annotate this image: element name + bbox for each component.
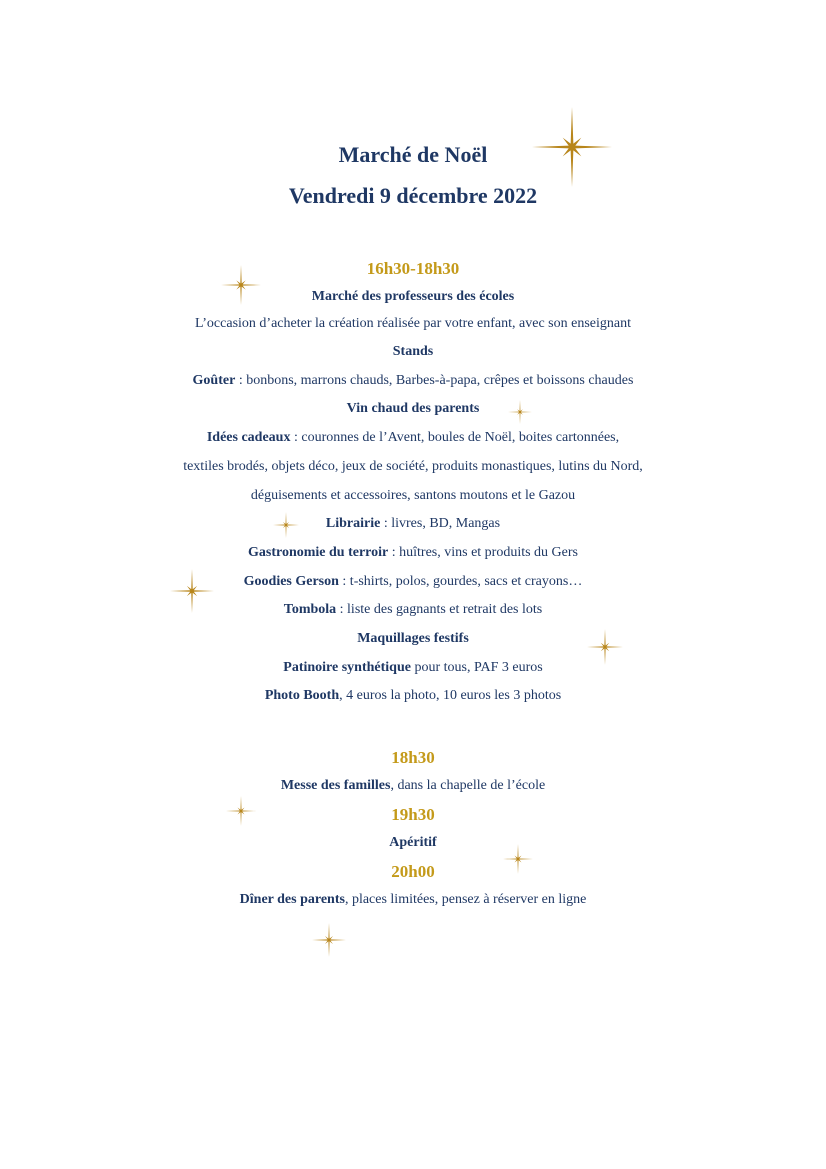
time-slot-afternoon: 16h30-18h30 [366, 259, 460, 278]
program-item: Idées cadeaux : couronnes de l’Avent, boules de Noël, boites cartonnées, [206, 430, 620, 445]
sparkle-star-icon [587, 629, 623, 665]
program-item: Marché des professeurs des écoles [311, 289, 515, 304]
sparkle-star-icon [532, 107, 612, 187]
sparkle-star-icon [503, 844, 533, 874]
program-item: Messe des familles, dans la chapelle de l’école [280, 778, 546, 793]
page-title: Marché de Noël [338, 142, 488, 167]
program-item: Patinoire synthétique pour tous, PAF 3 euros [283, 660, 543, 675]
program-item: déguisements et accessoires, santons moutons et le Gazou [250, 488, 576, 503]
program-item: L’occasion d’acheter la création réalisée par votre enfant, avec son enseignant [195, 316, 631, 331]
program-item: Vin chaud des parents [346, 401, 480, 416]
event-date: Vendredi 9 décembre 2022 [288, 183, 538, 208]
program-item: Stands [392, 344, 434, 359]
program-item: Apéritif [389, 835, 437, 850]
sparkle-star-icon [508, 400, 532, 424]
program-item: Goodies Gerson : t-shirts, polos, gourdes, sacs et crayons… [243, 574, 583, 589]
program-item: Dîner des parents, places limitées, pensez à réserver en ligne [239, 892, 587, 907]
program-item: textiles brodés, objets déco, jeux de société, produits monastiques, lutins du Nord, [183, 459, 643, 474]
time-slot-mass: 18h30 [391, 748, 435, 767]
program-item: Tombola : liste des gagnants et retrait des lots [283, 602, 543, 617]
time-slot-dinner: 20h00 [391, 862, 435, 881]
sparkle-star-icon [170, 569, 214, 613]
time-slot-aperitif: 19h30 [391, 805, 435, 824]
sparkle-star-icon [273, 512, 299, 538]
program-item: Gastronomie du terroir : huîtres, vins et produits du Gers [247, 545, 578, 560]
program-item: Librairie : livres, BD, Mangas [325, 516, 501, 531]
program-item: Maquillages festifs [357, 631, 469, 646]
program-item: Photo Booth, 4 euros la photo, 10 euros les 3 photos [264, 688, 562, 703]
sparkle-star-icon [221, 265, 261, 305]
program-item: Goûter : bonbons, marrons chauds, Barbes-à-papa, crêpes et boissons chaudes [192, 373, 634, 388]
sparkle-star-icon [226, 796, 256, 826]
sparkle-star-icon [312, 923, 346, 957]
